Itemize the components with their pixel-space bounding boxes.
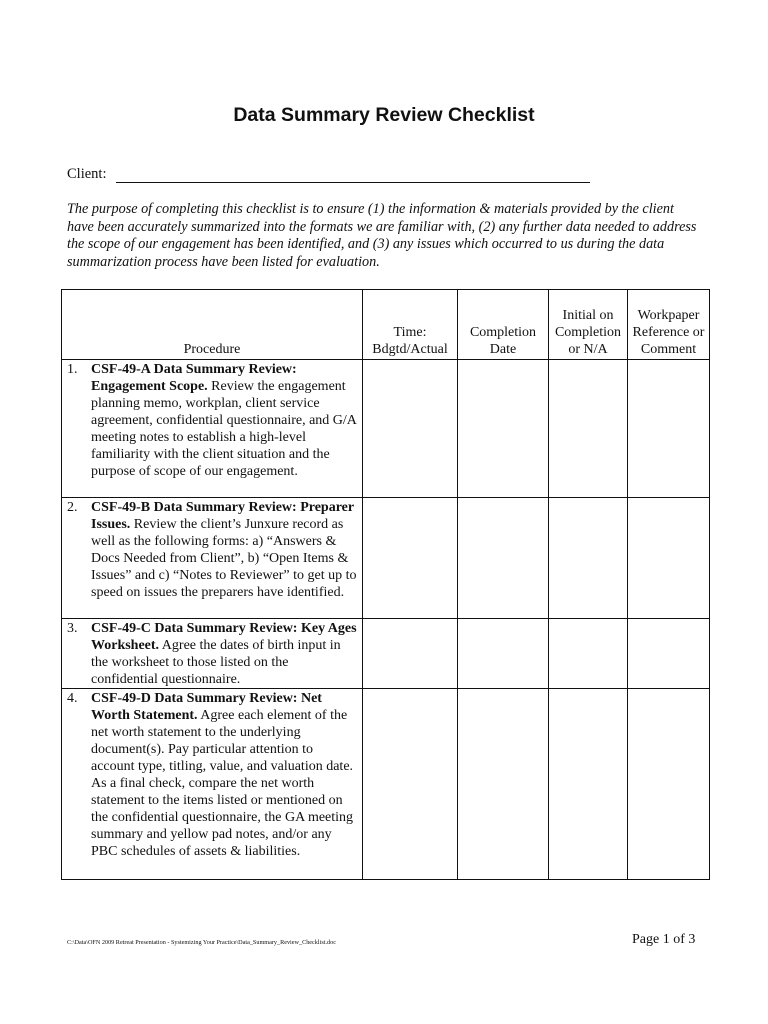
header-completion-date: Completion Date (458, 290, 549, 360)
table-row (62, 360, 710, 498)
header-procedure: Procedure (62, 290, 363, 360)
time-cell[interactable] (363, 360, 458, 498)
workpaper-cell[interactable] (628, 360, 710, 498)
procedure-heading: CSF-49-B Data Summary Review: Preparer Issues. (91, 500, 354, 532)
client-blank-line (116, 169, 590, 183)
procedure-description: Review the client’s Junxure record as well as the following forms: a) “Answers & Docs Needed from Client”, b) “Open Items & Issues” and c) “Notes to Reviewer” to get up to speed on issues the preparers have identified. (91, 517, 357, 600)
procedure-number: 3. (67, 621, 78, 636)
procedure-heading: CSF-49-D Data Summary Review: Net Worth Statement. (91, 691, 322, 723)
completion-date-cell[interactable] (458, 360, 549, 498)
procedure-description: Review the engagement planning memo, workplan, client service agreement, confidential questionnaire, and G/A meeting notes to establish a high-level familiarity with the client situation and the purpose of scope of our engagement. (91, 379, 357, 479)
table-header-row (62, 290, 710, 360)
header-workpaper: Workpaper Reference or Comment (628, 290, 710, 360)
initial-cell[interactable] (549, 360, 628, 498)
workpaper-cell[interactable] (628, 498, 710, 619)
procedure-heading: CSF-49-C Data Summary Review: Key Ages Worksheet. (91, 621, 357, 653)
document-title: Data Summary Review Checklist (233, 104, 535, 126)
header-time: Time: Bdgtd/Actual (363, 290, 458, 360)
initial-cell[interactable] (549, 619, 628, 689)
checklist-table (61, 289, 710, 880)
workpaper-cell[interactable] (628, 619, 710, 689)
time-cell[interactable] (363, 498, 458, 619)
procedure-number: 1. (67, 362, 78, 377)
procedure-cell (62, 619, 363, 689)
procedure-cell (62, 498, 363, 619)
procedure-cell (62, 689, 363, 880)
initial-cell[interactable] (549, 498, 628, 619)
procedure-number: 4. (67, 691, 78, 706)
page-number: Page 1 of 3 (632, 932, 696, 947)
client-field (67, 166, 590, 183)
procedure-description: Agree the dates of birth input in the worksheet to those listed on the confidential questionnaire. (91, 638, 341, 687)
table-row (62, 498, 710, 619)
procedure-number: 2. (67, 500, 78, 515)
purpose-statement: The purpose of completing this checklist is to ensure (1) the information & materials provided by the client have been accurately summarized into the formats we are familiar with, (2) any further data needed to address the scope of our engagement has been identified, and (3) any issues which occurred to us during the data summarization process have been listed for evaluation. (67, 201, 697, 270)
table-row (62, 619, 710, 689)
workpaper-cell[interactable] (628, 689, 710, 880)
procedure-description: Agree each element of the net worth statement to the underlying document(s). Pay particular attention to account type, titling, value, and valuation date. As a final check, compare the net worth statement to the items listed or mentioned on the confidential questionnaire, the GA meeting summary and yellow pad notes, and/or any PBC schedules of assets & liabilities. (91, 708, 354, 859)
initial-cell[interactable] (549, 689, 628, 880)
table-row (62, 689, 710, 880)
time-cell[interactable] (363, 689, 458, 880)
footer-file-path: C:\Data\OFN 2009 Retreat Presentation - Systemizing Your Practice\Data_Summary_Review_Checklist.doc (67, 939, 336, 946)
completion-date-cell[interactable] (458, 498, 549, 619)
header-initial: Initial on Completion or N/A (549, 290, 628, 360)
completion-date-cell[interactable] (458, 619, 549, 689)
procedure-heading: CSF-49-A Data Summary Review: Engagement Scope. (91, 362, 297, 394)
completion-date-cell[interactable] (458, 689, 549, 880)
procedure-cell (62, 360, 363, 498)
client-label: Client: (67, 166, 107, 182)
time-cell[interactable] (363, 619, 458, 689)
